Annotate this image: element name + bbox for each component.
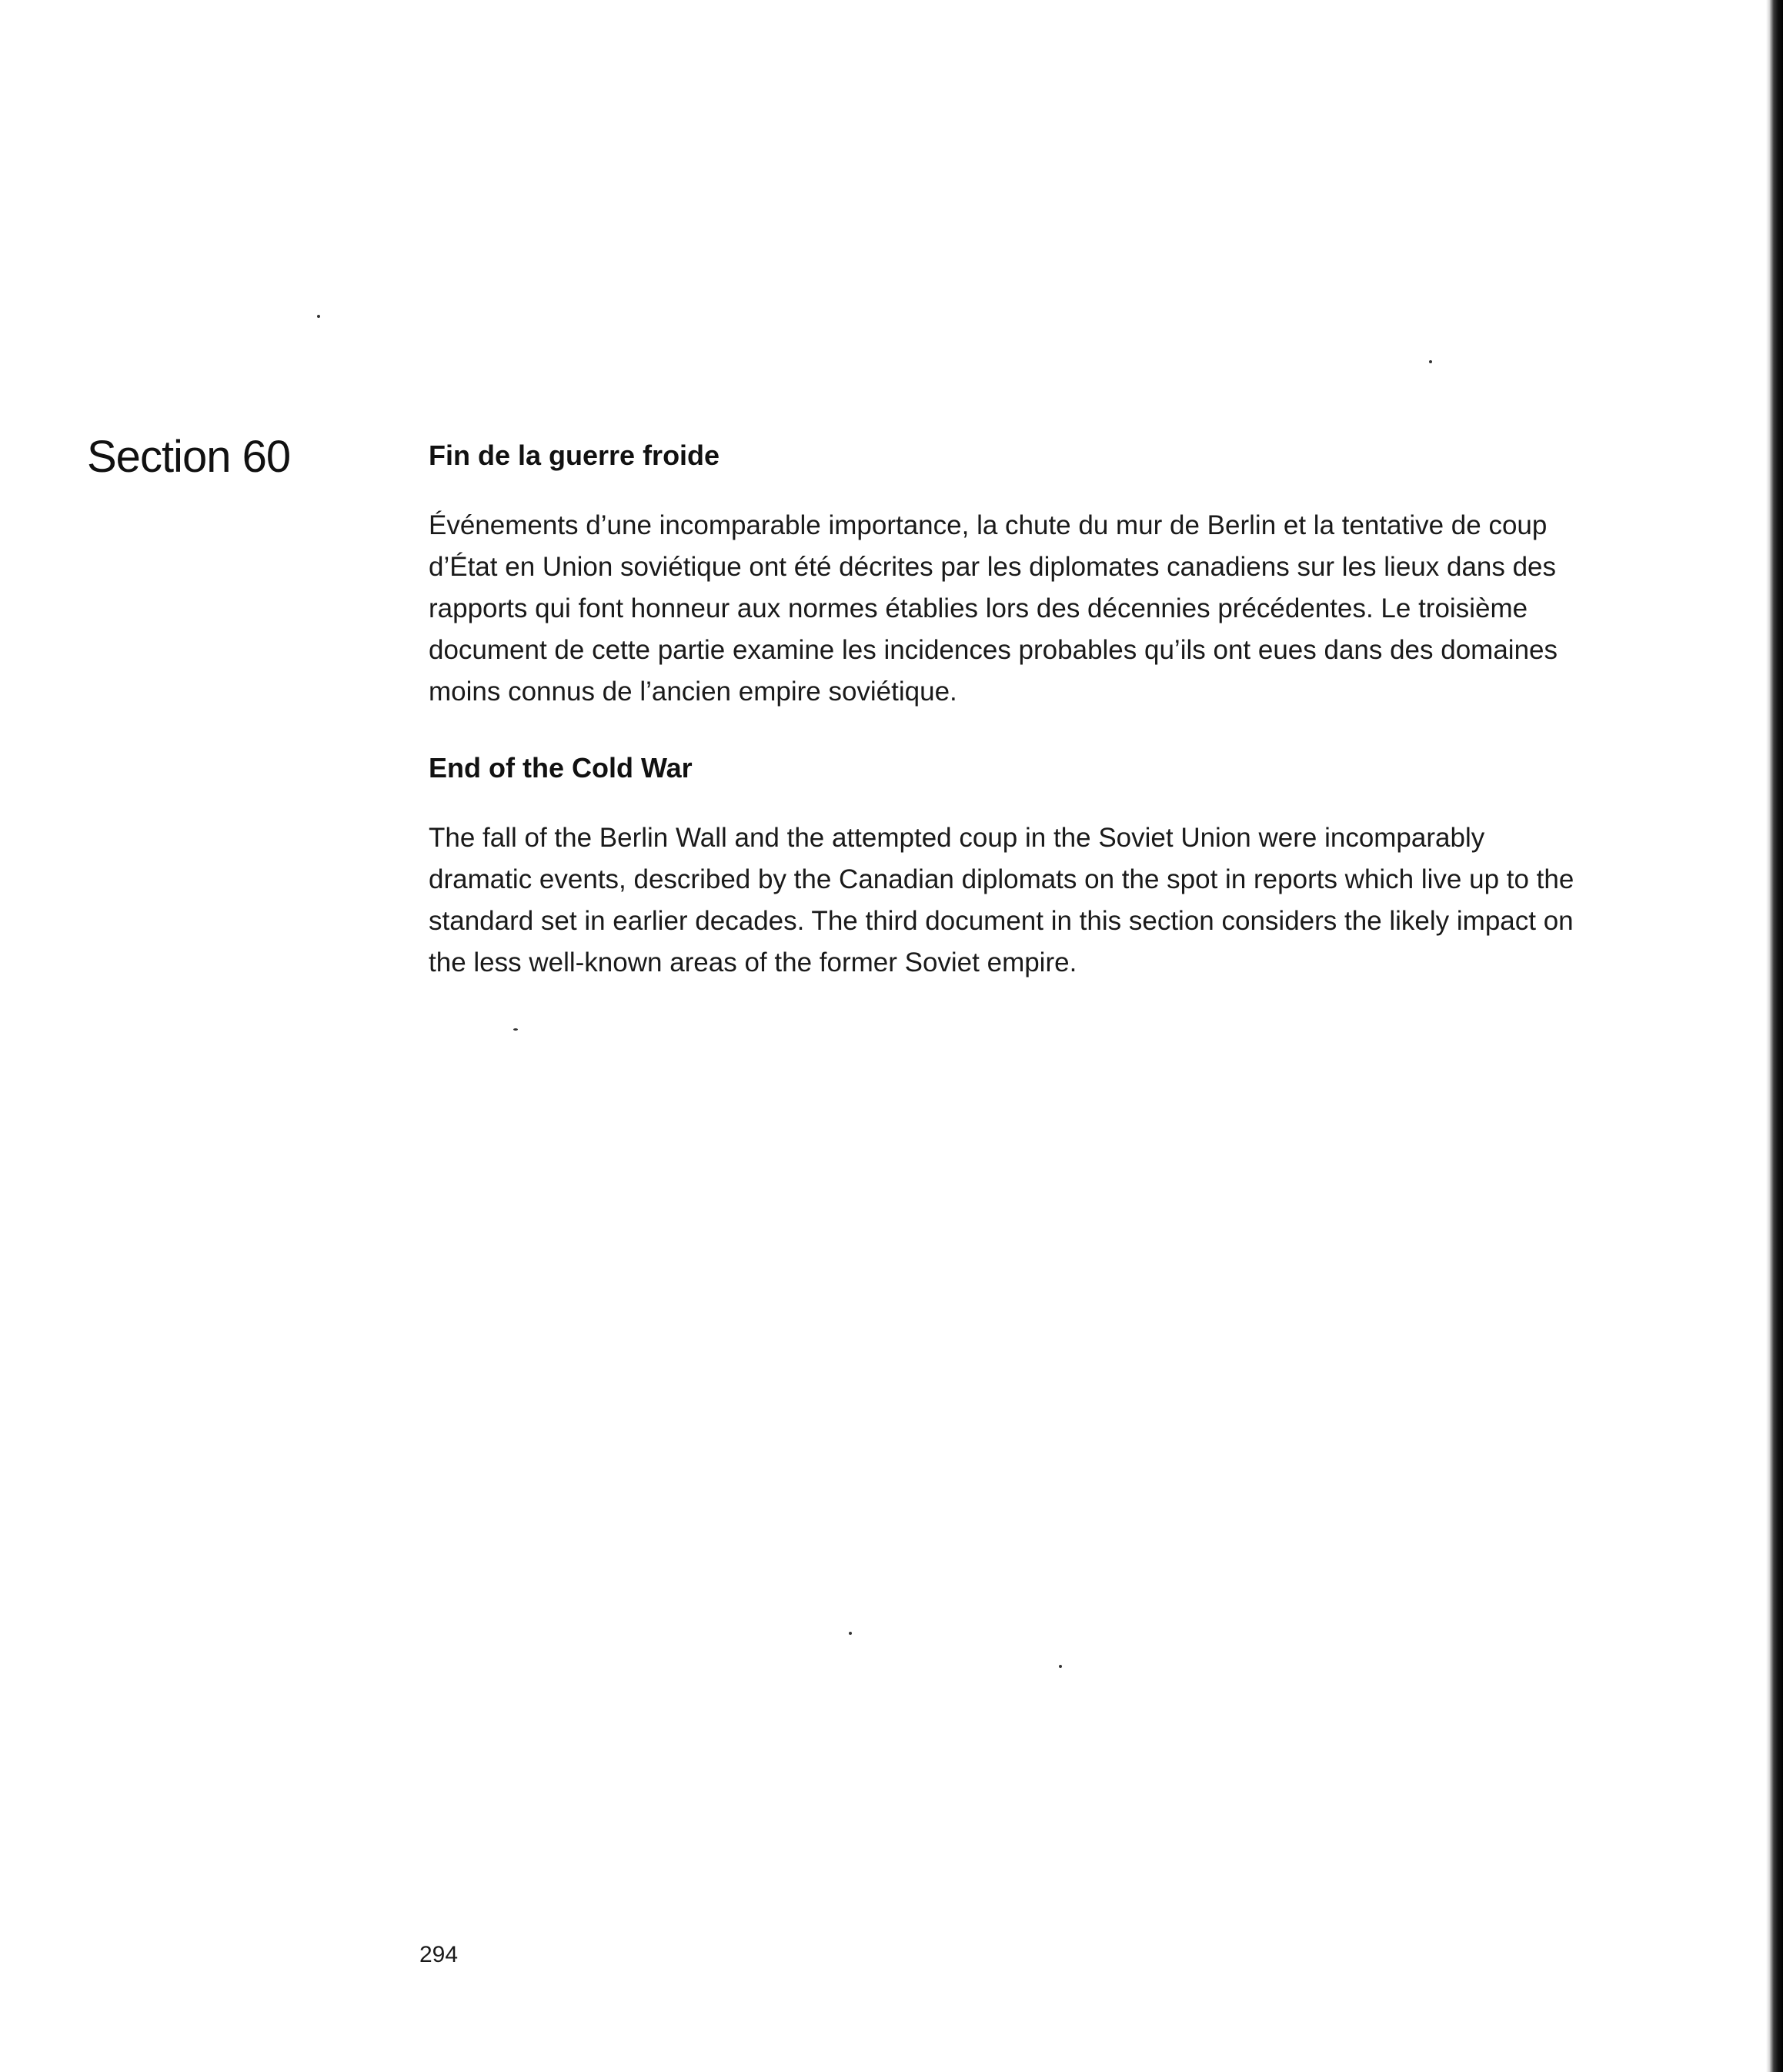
french-heading: Fin de la guerre froide [429,439,720,471]
english-paragraph: The fall of the Berlin Wall and the attempted coup in the Soviet Union were incomparably dramatic events, described by the Canadian diplomats on the spot in reports which live up to the standard set in earlier decades. The third document in this section considers the likely impact on the less well-known areas of the former Soviet empire. [429,823,1574,978]
french-paragraph: Événements d’une incomparable importance, la chute du mur de Berlin et la tentative de coup d’État en Union soviétique ont été décrites par les diplomates canadiens sur les lieux dans des rapports qui font honneur aux normes établies lors des décennies précédentes. Le troisième document de cette partie examine les incidences probables qu’ils ont eues dans des domaines moins connus de l’ancien empire soviétique. [429,510,1558,707]
page-binding-edge [1766,0,1783,2072]
english-heading: End of the Cold War [429,752,693,784]
page-number: 294 [419,1942,459,1967]
section-label: Section 60 [87,432,291,482]
scan-speck [317,315,320,318]
scan-speck [849,1632,852,1635]
scan-speck [1429,360,1432,363]
main-content [429,439,1575,1022]
scan-speck [513,1028,518,1031]
scan-speck [1059,1665,1062,1668]
